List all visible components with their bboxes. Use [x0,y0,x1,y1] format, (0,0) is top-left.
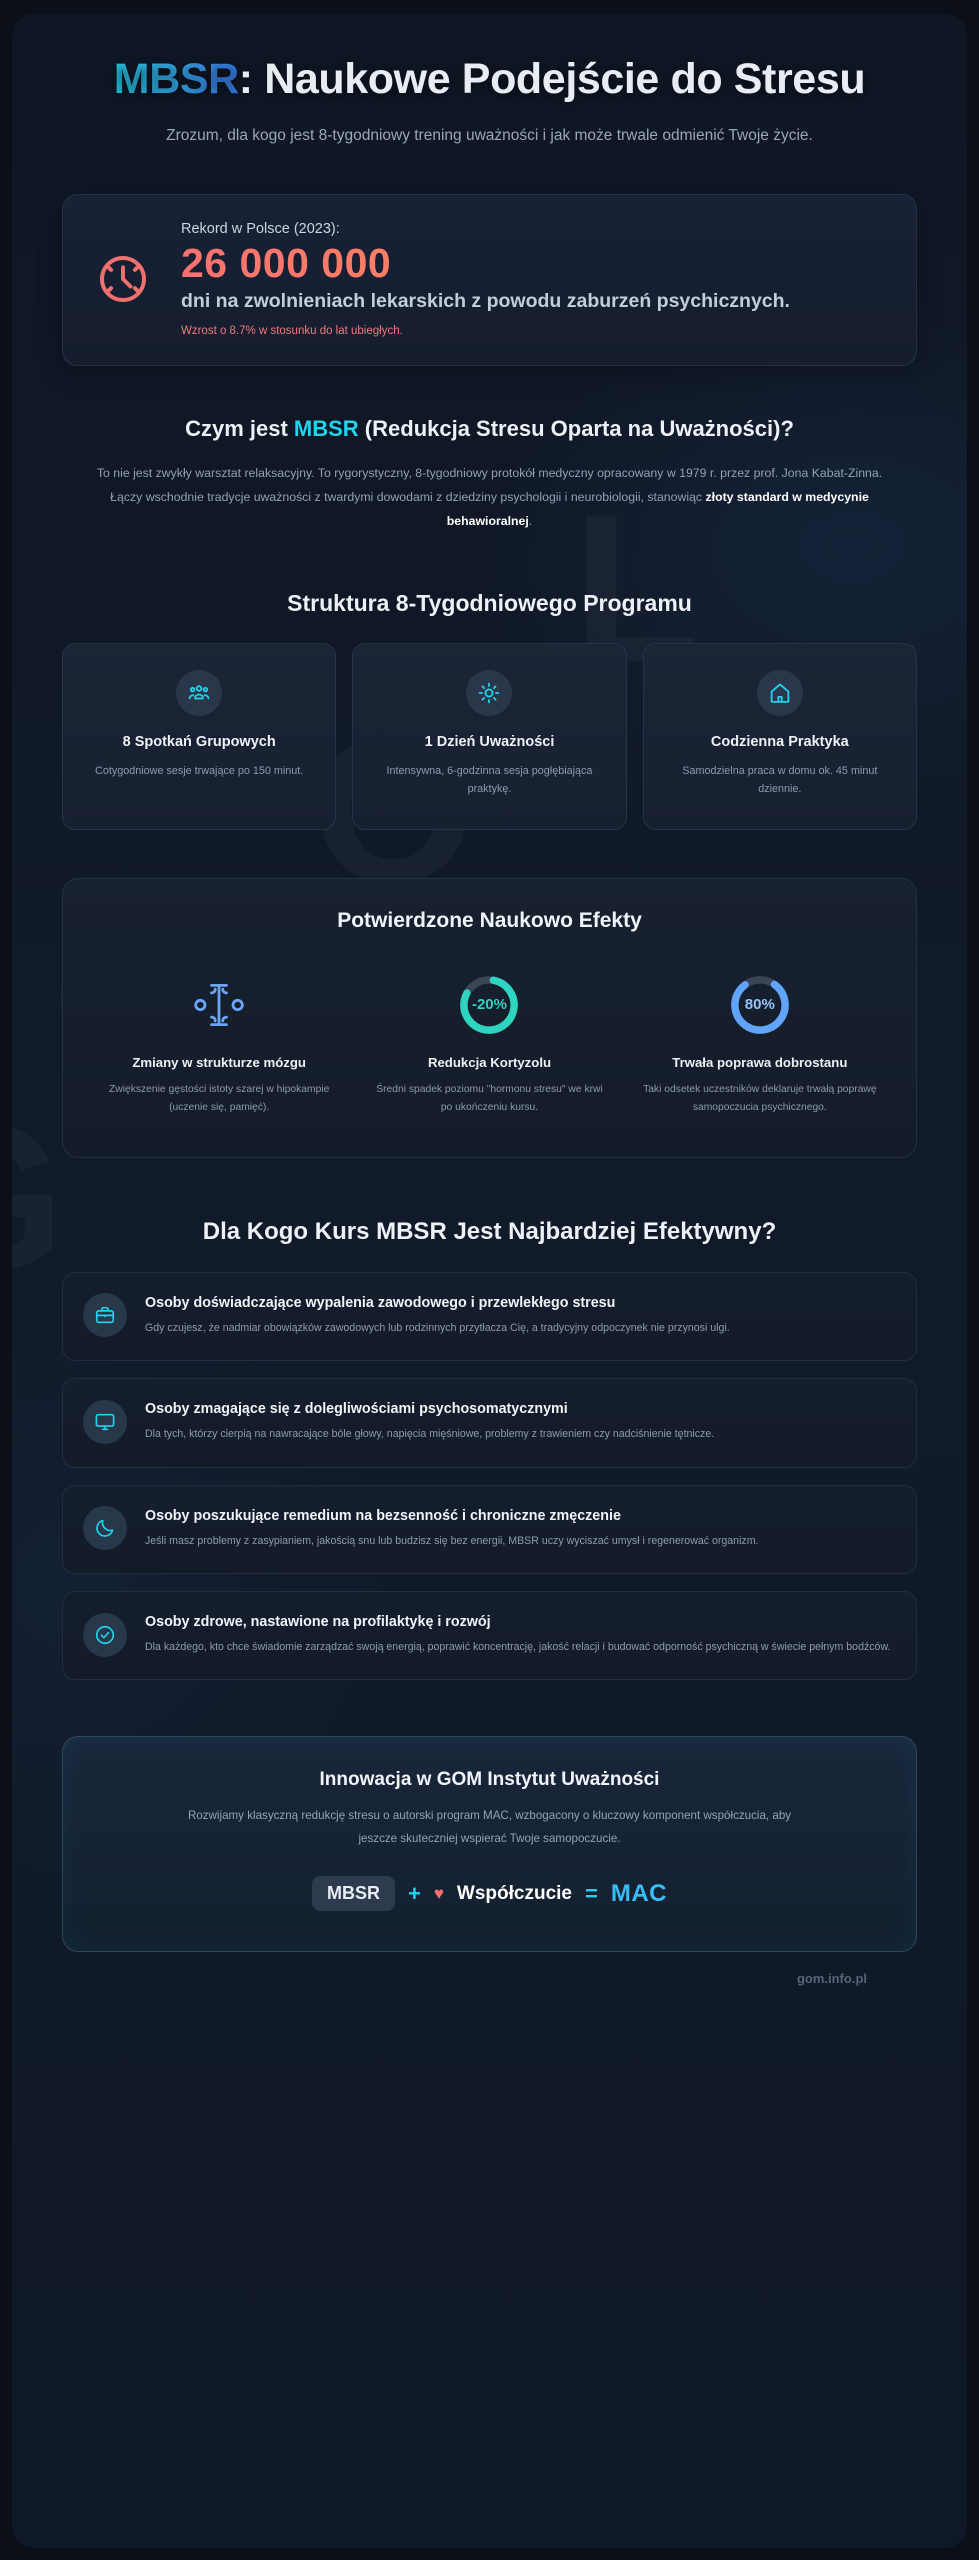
effect-column [359,969,619,1117]
list-item-title: Osoby doświadczające wypalenia zawodowego i przewlekłego stresu [145,1294,616,1311]
effects-panel [62,878,917,1158]
effect-desc: Średni spadek poziomu "hormonu stresu" we krwi po ukończeniu kursu. [376,1083,603,1113]
list-item[interactable] [62,1591,917,1680]
formula-plus: + [407,1880,421,1906]
brain-icon [101,969,337,1041]
list-item[interactable] [62,1378,917,1467]
effects-column-list [89,969,890,1117]
what-paragraph-pre: To nie jest zwykły warsztat relaksacyjny. To rygorystyczny, 8-tygodniowy protokół medyczny opracowany w 1979 r. przez prof. Jona Kabat-Zinna. Łączy wschodnie tradycje uważności z twardymi dowodami z dziedziny psychologii i neurobiologii, stanowiąc [96,466,883,505]
title-rest: : Naukowe Podejście do Stresu [238,55,866,103]
title-accent: MBSR [113,55,239,103]
effect-column [630,969,890,1117]
cortisol-progress-ring [371,969,607,1041]
section-title-audience: Dla Kogo Kurs MBSR Jest Najbardziej Efektywny? [202,1217,777,1245]
structure-card-title: 8 Spotkań Grupowych [122,733,276,750]
list-item-desc: Dla tych, którzy cierpią na nawracające bóle głowy, napięcia mięśniowe, problemy z trawieniem czy nadciśnienie tętnicze. [145,1428,715,1441]
list-item-title: Osoby zdrowe, nastawione na profilaktykę i rozwój [145,1613,491,1630]
structure-card-title: 1 Dzień Uważności [424,733,555,750]
what-heading-post: (Redukcja Stresu Oparta na Uważności)? [358,416,794,442]
formula-chip-mbsr: MBSR [312,1876,395,1911]
stat-description: dni na zwolnieniach lekarskich z powodu zaburzeń psychicznych. [181,290,790,313]
structure-card-list [62,643,917,830]
wellbeing-progress-ring [642,969,878,1041]
structure-section [62,590,917,830]
effect-value: 80% [744,996,775,1014]
what-is-mbsr-section [62,414,917,534]
structure-card [62,643,336,830]
monitor-icon [83,1400,127,1444]
page-subtitle: Zrozum, dla kogo jest 8-tygodniowy trening uważności i jak może trwale odmienić Twoje życie. [166,127,813,145]
formula-equals: = [585,1880,598,1906]
structure-card-desc: Cotygodniowe sesje trwające po 150 minut. [95,764,304,777]
what-paragraph-bold: złoty standard w medycynie behawioralnej [446,490,869,528]
structure-card-desc: Intensywna, 6-godzinna sesja pogłębiająca praktykę. [386,764,593,795]
list-item[interactable] [62,1272,917,1361]
what-heading-pre: Czym jest [185,416,294,442]
innovation-paragraph: Rozwijamy klasyczną redukcję stresu o autorski program MAC, wzbogacony o kluczowy komponent współczucia, aby jeszcze skuteczniej wspierać Twoje samopoczucie. [187,1809,792,1845]
structure-card [352,643,626,830]
section-title-what [62,414,917,444]
structure-card [643,643,917,830]
what-paragraph [90,462,890,534]
audience-list [62,1272,917,1680]
infographic-page [12,14,967,2548]
stat-number: 26 000 000 [181,240,888,287]
effect-desc: Zwiększenie gęstości istoty szarej w hipokampie (uczenie się, pamięć). [109,1083,330,1113]
footer [62,1952,917,2014]
list-item-desc: Gdy czujesz, że nadmiar obowiązków zawodowych lub rodzinnych przytłacza Cię, a tradycyjny odpoczynek nie przynosi ulgi. [145,1322,730,1335]
innovation-panel [62,1736,917,1952]
effect-title: Redukcja Kortyzolu [427,1054,552,1070]
list-item-title: Osoby zmagające się z dolegliwościami psychosomatycznymi [145,1401,568,1418]
stat-footnote: Wzrost o 8.7% w stosunku do lat ubiegłych. [181,325,403,338]
effect-desc: Taki odsetek uczestników deklaruje trwałą poprawę samopoczucia psychicznego. [643,1083,877,1113]
formula-word: Współczucie [456,1882,572,1904]
formula-result-mac: MAC [610,1879,668,1907]
page-title [62,54,917,104]
effect-column [89,969,349,1117]
statistic-card [62,194,917,366]
mac-formula [103,1876,876,1911]
what-heading-accent: MBSR [293,416,359,442]
list-item-desc: Jeśli masz problemy z zasypianiem, jakością snu lub budzisz się bez energii, MBSR uczy wyciszać umysł i regenerować organizm. [145,1534,759,1547]
list-item[interactable] [62,1485,917,1574]
list-item-desc: Dla każdego, kto chce świadomie zarządzać swoją energią, poprawić koncentrację, jakość relacji i budować odporność psychiczną w świecie pełnym bodźców. [145,1641,891,1654]
sun-icon [466,670,512,716]
briefcase-icon [83,1293,127,1337]
effect-title: Zmiany w strukturze mózgu [132,1054,306,1070]
stat-label: Rekord w Polsce (2023): [181,221,340,238]
effect-value: -20% [471,996,507,1014]
users-group-icon [176,670,222,716]
home-icon [757,670,803,716]
alert-clock-icon [91,247,155,311]
list-item-title: Osoby poszukujące remedium na bezsenność i chroniczne zmęczenie [145,1507,621,1524]
structure-card-desc: Samodzielna praca w domu ok. 45 minut dziennie. [682,764,878,795]
innovation-title: Innowacja w GOM Instytut Uważności [319,1769,660,1791]
moon-icon [83,1506,127,1550]
check-circle-icon [83,1613,127,1657]
section-title-effects: Potwierdzone Naukowo Efekty [337,908,642,932]
section-title-structure: Struktura 8-Tygodniowego Programu [287,589,692,616]
structure-card-title: Codzienna Praktyka [710,733,849,750]
what-paragraph-post: . [528,514,533,528]
effect-title: Trwała poprawa dobrostanu [672,1054,848,1070]
footer-domain: gom.info.pl [796,1971,867,1987]
heart-icon: ♥ [433,1883,444,1903]
